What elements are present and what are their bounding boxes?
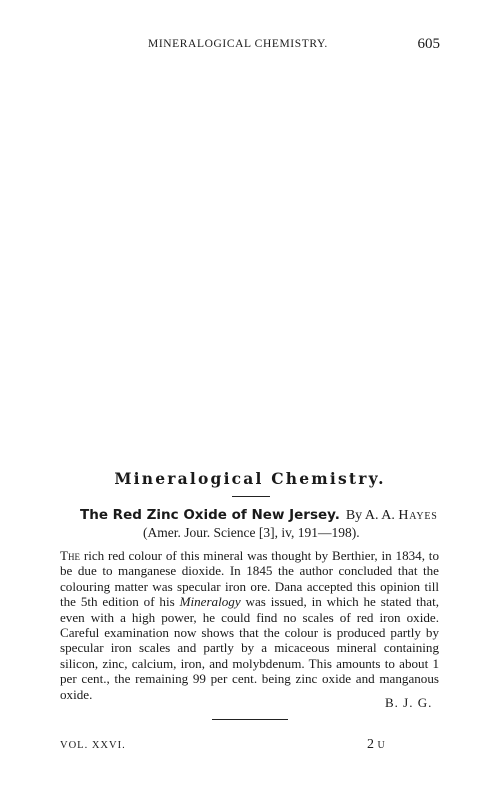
section-title-rule	[232, 496, 270, 497]
page-number: 605	[417, 36, 440, 52]
abstractor-signature: B. J. G.	[385, 695, 433, 710]
article-heading	[80, 507, 438, 524]
signature-number: 2	[367, 737, 374, 752]
article-body	[60, 548, 439, 702]
body-lead-word: The	[60, 548, 80, 563]
author-surname: Hayes	[398, 508, 438, 523]
running-header	[0, 38, 500, 56]
footer-signature-mark	[367, 737, 385, 753]
section-title: Mineralogical Chemistry.	[114, 469, 386, 488]
body-text-part-2: was issued, in which he stated that, even with a high power, he could find no scales of red iron oxide. Careful examination now shows that the colour is produced partly by specular iron scales and partly by a micaceous mineral containing silicon, zinc, calcium, iron, and molybdenum. This amounts to about 1 per cent., the remaining 99 per cent. being zinc oxide and manganous oxide.	[60, 594, 439, 702]
body-text-part-1: rich red colour of this mineral was thought by Berthier, in 1834, to be due to manganese dioxide. In 1845 the author concluded that the colouring matter was specular iron ore. Dana accepted this opinion till the 5th edition of his	[60, 548, 439, 610]
body-italic-mineralogy: Mineralogy	[179, 594, 241, 610]
article-title: The Red Zinc Oxide of New Jersey.	[80, 507, 340, 523]
article-citation: (Amer. Jour. Science [3], iv, 191—198).	[143, 525, 360, 540]
article-byline	[346, 508, 438, 523]
running-title: MINERALOGICAL CHEMISTRY.	[148, 38, 328, 50]
article-end-rule	[212, 719, 288, 720]
byline-prefix: By A. A.	[345, 508, 395, 523]
signature-letter: U	[377, 740, 386, 751]
footer-volume: VOL. XXVI.	[60, 740, 126, 751]
